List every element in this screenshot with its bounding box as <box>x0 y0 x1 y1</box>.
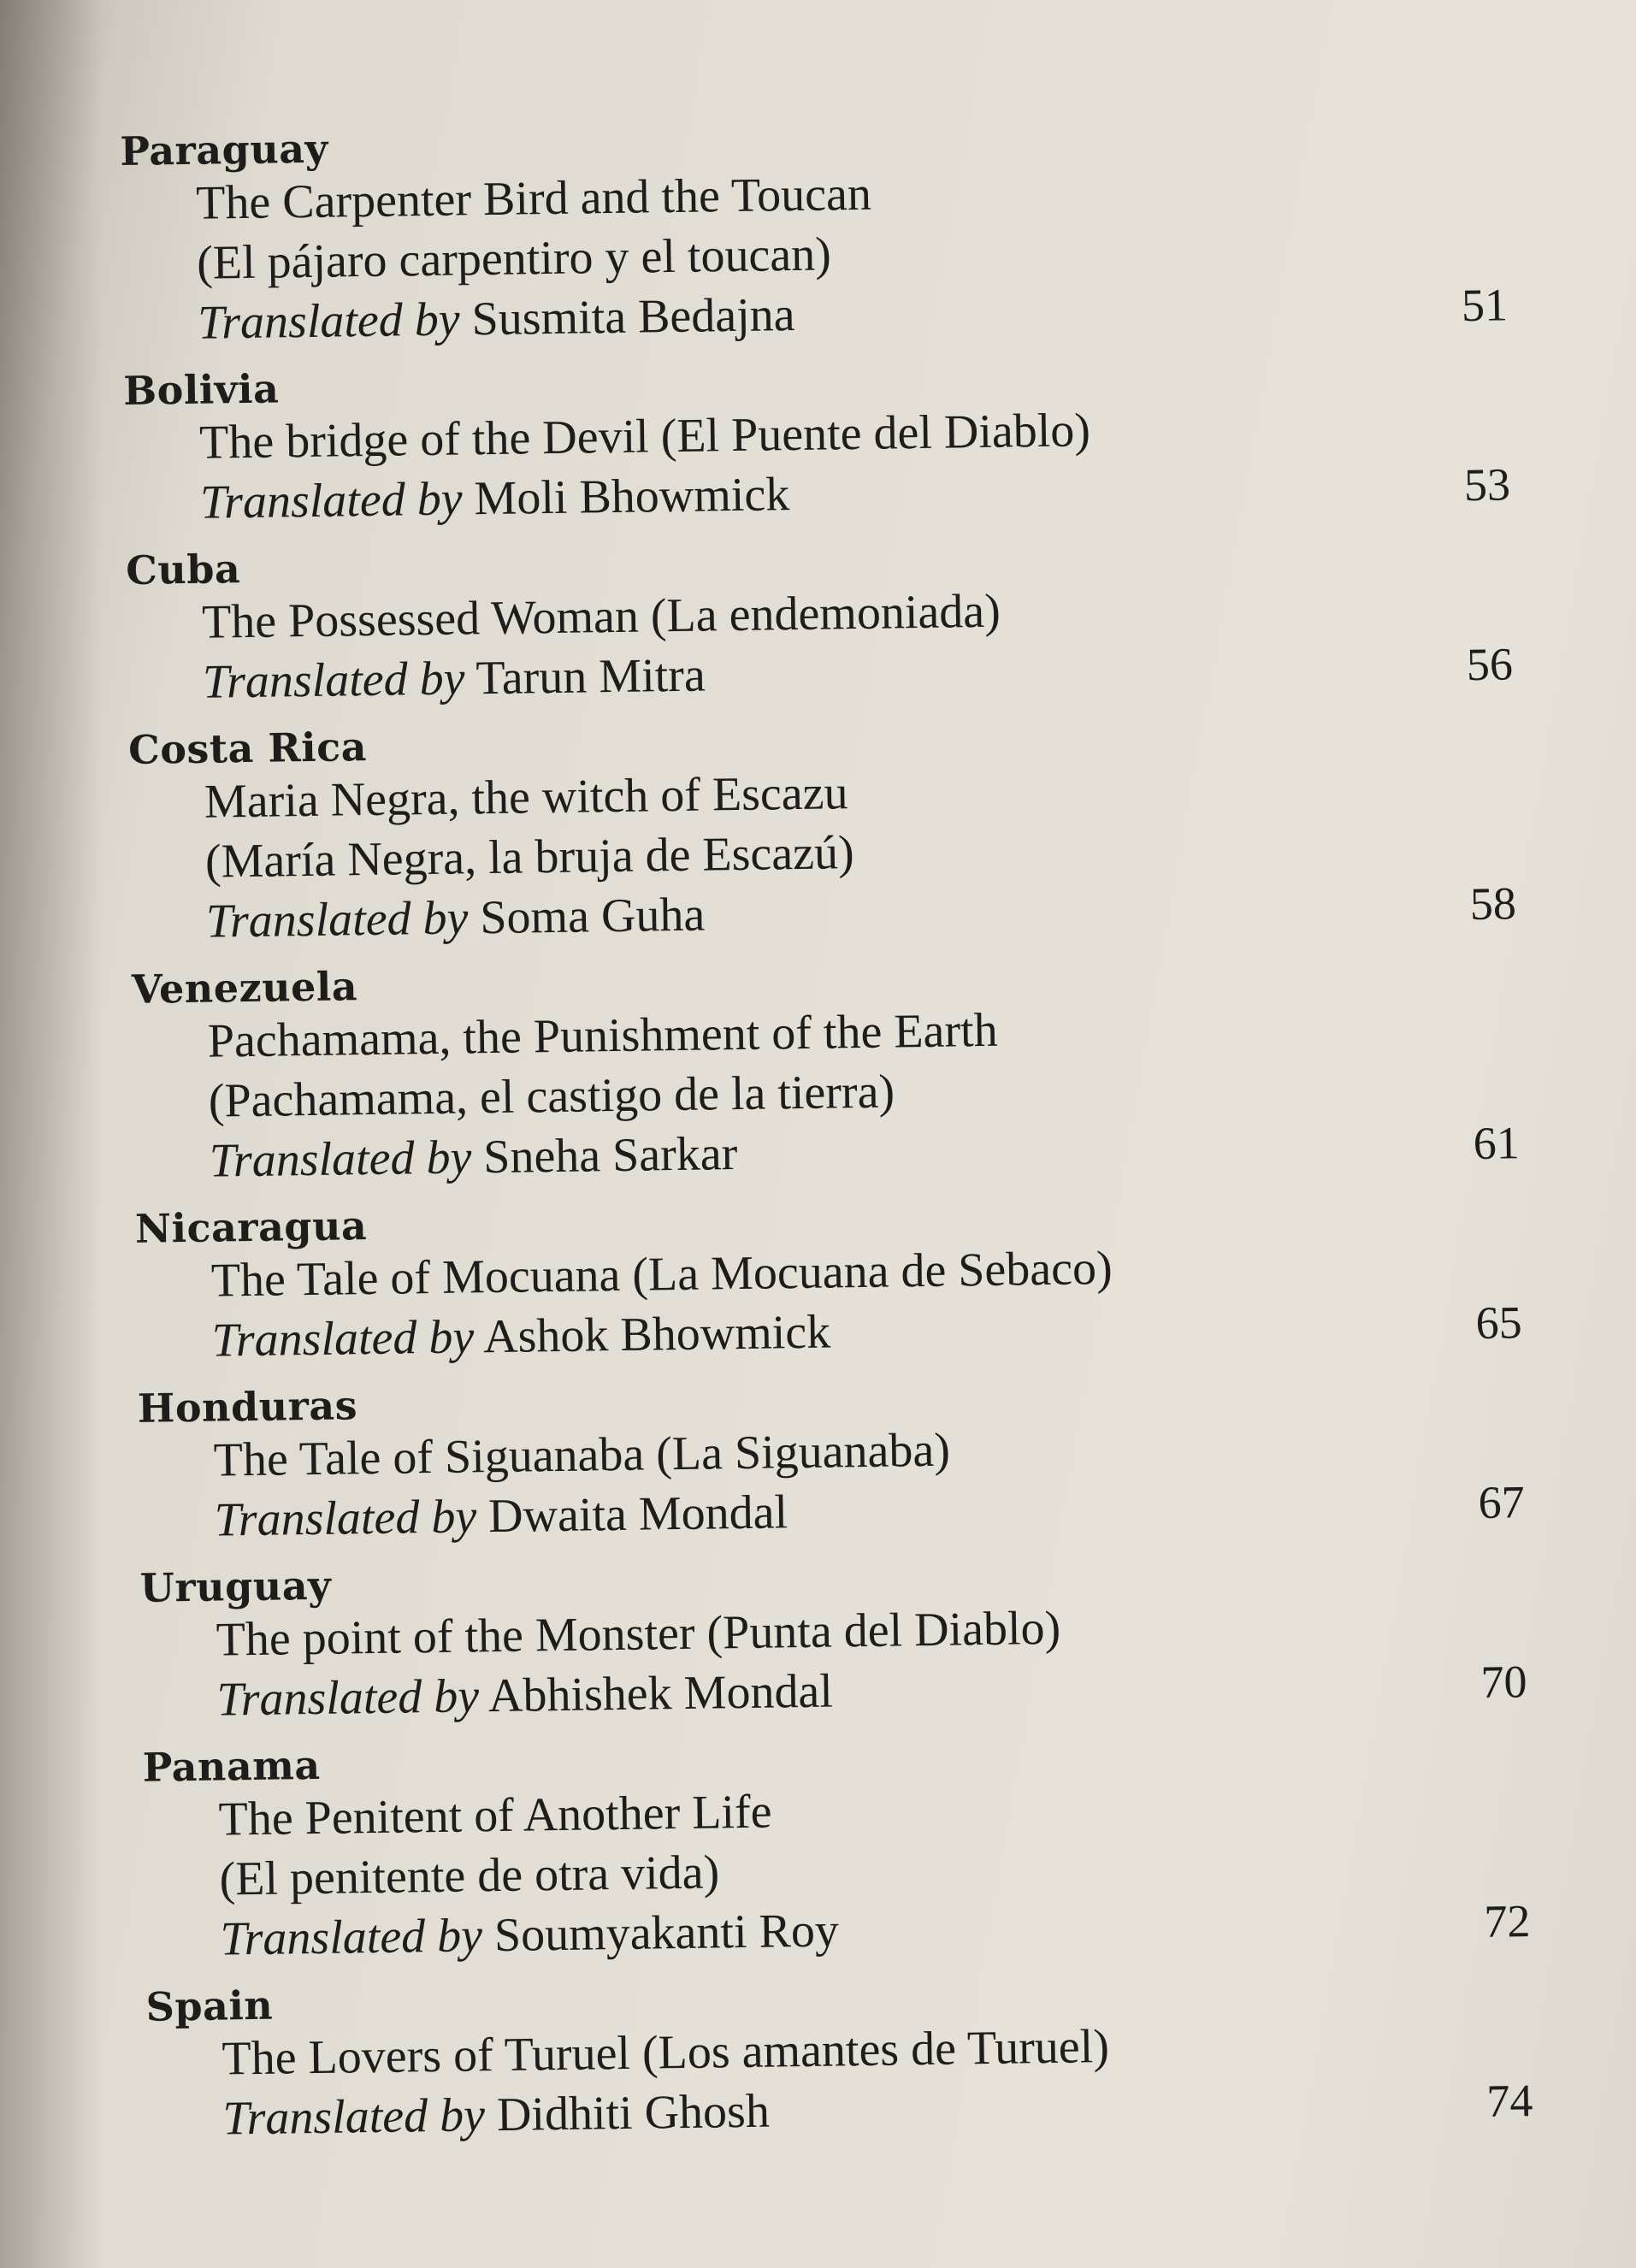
translated-by-label: Translated by <box>211 1310 475 1367</box>
toc-entry-nicaragua <box>135 1186 1523 1372</box>
table-of-contents <box>120 109 1533 2163</box>
translated-by-label: Translated by <box>202 652 465 709</box>
country-heading: Spain <box>145 1982 274 2030</box>
story-title-spanish: (María Negra, la bruja de Escazú) <box>204 826 855 889</box>
toc-entry-uruguay <box>139 1545 1527 1731</box>
page-number: 61 <box>1473 1117 1521 1170</box>
story-title: The Lovers of Turuel (Los amantes de Turuel) <box>221 2020 1110 2086</box>
translator-name: Ashok Bhowmick <box>482 1305 831 1364</box>
toc-entry-panama <box>142 1725 1531 1970</box>
page-number: 58 <box>1469 877 1517 930</box>
translator-name: Abhishek Mondal <box>487 1664 834 1723</box>
translator-name: Tarun Mitra <box>475 648 706 706</box>
country-heading: Venezuela <box>131 963 358 1013</box>
story-title: The Penitent of Another Life <box>218 1785 772 1846</box>
story-title-spanish: (El pájaro carpentiro y el toucan) <box>196 227 832 290</box>
translator-name: Didhiti Ghosh <box>496 2084 771 2142</box>
toc-entry-paraguay <box>120 109 1509 354</box>
page-number: 67 <box>1478 1476 1526 1528</box>
country-heading: Panama <box>142 1741 322 1791</box>
translated-by-label: Translated by <box>197 292 461 350</box>
translator-name: Susmita Bedajna <box>471 288 795 346</box>
country-heading: Uruguay <box>139 1562 332 1611</box>
story-title-spanish: (El penitente de otra vida) <box>219 1846 720 1906</box>
page-number: 51 <box>1461 279 1509 332</box>
country-heading: Costa Rica <box>127 724 368 773</box>
translated-by-label: Translated by <box>214 1490 477 1547</box>
page-number: 70 <box>1480 1656 1527 1708</box>
spine-shadow <box>0 0 103 2268</box>
country-heading: Honduras <box>137 1382 358 1432</box>
translator-name: Soumyakanti Roy <box>493 1904 840 1963</box>
translated-by-label: Translated by <box>222 2088 486 2146</box>
translated-by-label: Translated by <box>205 891 469 948</box>
translated-by-label: Translated by <box>216 1669 480 1727</box>
story-title: Maria Negra, the witch of Escazu <box>204 766 848 829</box>
translator-name: Dwaita Mondal <box>487 1485 788 1544</box>
page-number: 65 <box>1475 1296 1523 1349</box>
story-title: The bridge of the Devil (El Puente del Diablo) <box>198 404 1091 470</box>
toc-entry-cuba <box>126 528 1514 713</box>
page-number: 56 <box>1466 638 1514 691</box>
page-number: 53 <box>1463 458 1511 511</box>
page-number: 74 <box>1485 2075 1533 2127</box>
translated-by-label: Translated by <box>220 1909 483 1966</box>
country-heading: Paraguay <box>120 125 329 174</box>
toc-entry-honduras <box>138 1366 1526 1551</box>
story-title: Pachamama, the Punishment of the Earth <box>207 1003 999 1068</box>
story-title: The Possessed Woman (La endemoniada) <box>201 584 1001 649</box>
toc-entry-bolivia <box>123 348 1511 534</box>
translated-by-label: Translated by <box>199 472 463 529</box>
toc-entry-costa-rica <box>128 707 1517 953</box>
story-title-spanish: (Pachamama, el castigo de la tierra) <box>208 1065 895 1128</box>
toc-entry-spain <box>145 1964 1533 2150</box>
story-title: The Tale of Siguanaba (La Siguanaba) <box>213 1423 951 1487</box>
page-number: 72 <box>1484 1895 1531 1947</box>
toc-entry-venezuela <box>132 947 1521 1192</box>
country-heading: Bolivia <box>122 365 280 414</box>
translator-name: Soma Guha <box>479 888 706 945</box>
story-title: The Carpenter Bird and the Toucan <box>195 167 872 230</box>
translator-name: Moli Bhowmick <box>474 468 790 526</box>
country-heading: Cuba <box>125 546 241 594</box>
translator-name: Sneha Sarkar <box>482 1127 738 1184</box>
country-heading: Nicaragua <box>134 1202 368 1252</box>
story-title: The Tale of Mocuana (La Mocuana de Sebaco) <box>210 1241 1113 1308</box>
story-title: The point of the Monster (Punta del Diablo) <box>216 1601 1061 1667</box>
translated-by-label: Translated by <box>209 1131 472 1188</box>
